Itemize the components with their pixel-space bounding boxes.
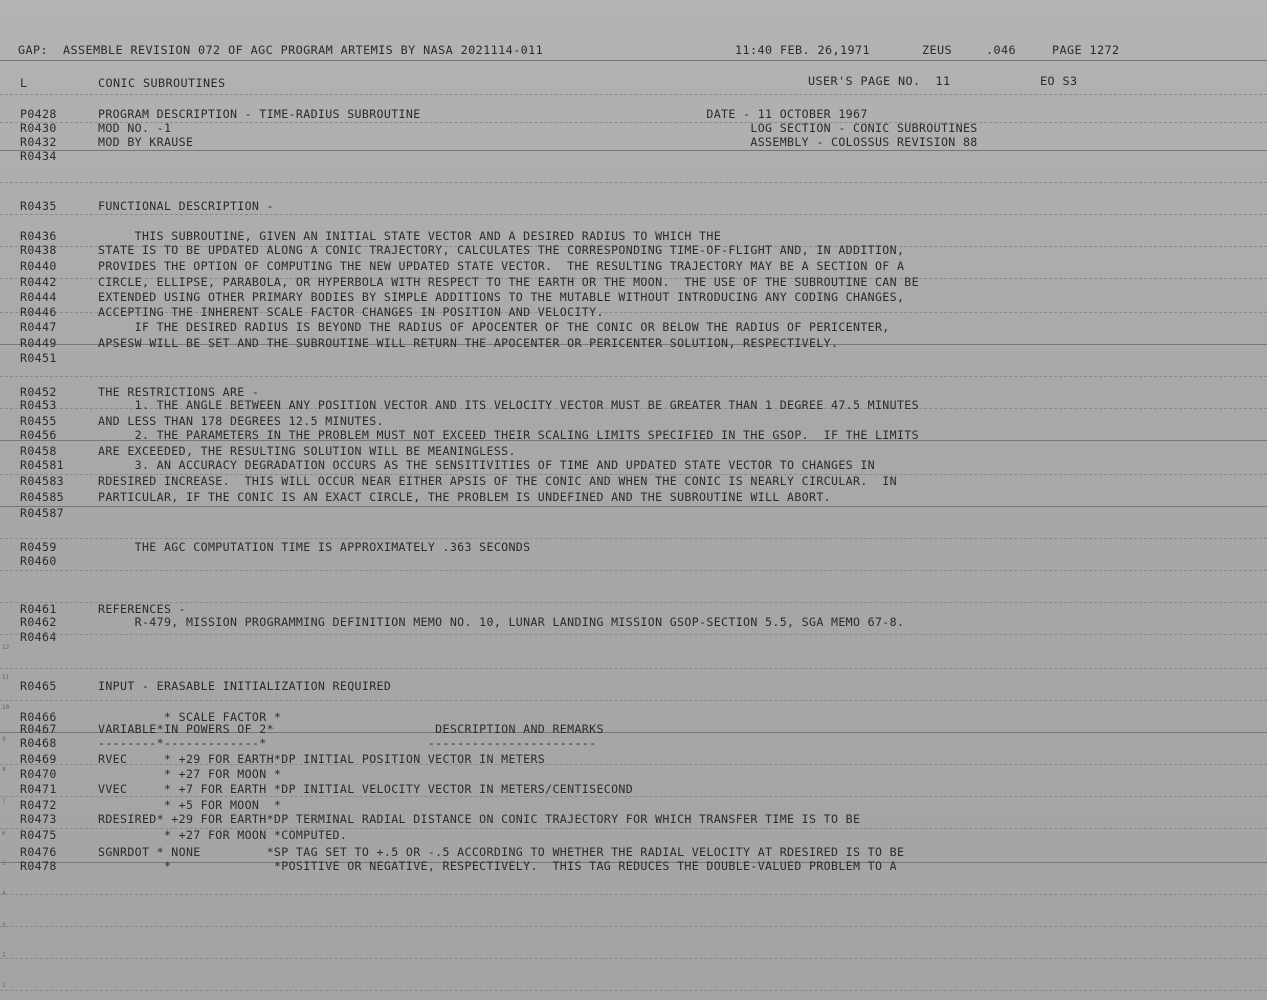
line-label: R0461 xyxy=(20,602,57,616)
line-label: R0467 xyxy=(20,722,57,736)
line-text: VARIABLE*IN POWERS OF 2* DESCRIPTION AND REMARKS xyxy=(98,722,604,736)
line-label: R0435 xyxy=(20,199,57,213)
line-label: R0464 xyxy=(20,630,57,644)
line-label: R0434 xyxy=(20,149,57,163)
header-system: ZEUS xyxy=(922,43,953,57)
page-rule xyxy=(0,150,1267,151)
line-label: R0430 xyxy=(20,121,57,135)
line-text: CIRCLE, ELLIPSE, PARABOLA, OR HYPERBOLA WITH RESPECT TO THE EARTH OR THE MOON. THE USE OF THE SUBROUTINE CAN BE xyxy=(98,275,919,289)
line-label: R0436 xyxy=(20,229,57,243)
line-label: P0428 xyxy=(20,107,57,121)
margin-tick: 9 xyxy=(2,736,6,743)
page-rule xyxy=(0,182,1267,183)
line-text: REFERENCES - xyxy=(98,602,186,616)
line-text: RVEC * +29 FOR EARTH*DP INITIAL POSITION VECTOR IN METERS xyxy=(98,752,546,766)
line-text: 1. THE ANGLE BETWEEN ANY POSITION VECTOR AND ITS VELOCITY VECTOR MUST BE GREATER THAN 1 DEGREE 47.5 MINUTES xyxy=(98,398,919,412)
line-text: * *POSITIVE OR NEGATIVE, RESPECTIVELY. THIS TAG REDUCES THE DOUBLE-VALUED PROBLEM TO A xyxy=(98,859,897,873)
page-rule xyxy=(0,958,1267,959)
section-title: CONIC SUBROUTINES xyxy=(98,76,226,90)
line-label: R0472 xyxy=(20,798,57,812)
line-text: FUNCTIONAL DESCRIPTION - xyxy=(98,199,274,213)
line-label: R0478 xyxy=(20,859,57,873)
line-label: R0451 xyxy=(20,351,57,365)
line-text: RDESIRED INCREASE. THIS WILL OCCUR NEAR EITHER APSIS OF THE CONIC AND WHEN THE CONIC IS NEARLY CIRCULAR. IN xyxy=(98,474,897,488)
line-text: * +27 FOR MOON *COMPUTED. xyxy=(98,828,348,842)
margin-tick: 6 xyxy=(2,830,6,837)
line-text: 3. AN ACCURACY DEGRADATION OCCURS AS THE SENSITIVITIES OF TIME AND UPDATED STATE VECTOR TO CHANGES IN xyxy=(98,458,875,472)
header-time: 11:40 FEB. 26,1971 xyxy=(735,43,871,57)
line-label: R0444 xyxy=(20,290,57,304)
line-label: R0475 xyxy=(20,828,57,842)
page-rule xyxy=(0,602,1267,603)
line-text: IF THE DESIRED RADIUS IS BEYOND THE RADIUS OF APOCENTER OF THE CONIC OR BELOW THE RADIUS OF PERICENTER, xyxy=(98,320,890,334)
line-label: R0465 xyxy=(20,679,57,693)
line-label: R0453 xyxy=(20,398,57,412)
line-label: R04587 xyxy=(20,506,64,520)
line-text: * +5 FOR MOON * xyxy=(98,798,282,812)
page-rule xyxy=(0,60,1267,61)
line-label: R0432 xyxy=(20,135,57,149)
line-text: * SCALE FACTOR * xyxy=(98,710,282,724)
page-rule xyxy=(0,214,1267,215)
margin-tick: 2 xyxy=(2,952,6,959)
page-rule xyxy=(0,94,1267,95)
line-label: R0447 xyxy=(20,320,57,334)
header-seq: .046 xyxy=(986,43,1017,57)
eo-code: EO S3 xyxy=(1040,74,1078,88)
margin-tick: 11 xyxy=(2,674,10,681)
line-text: 2. THE PARAMETERS IN THE PROBLEM MUST NOT EXCEED THEIR SCALING LIMITS SPECIFIED IN THE GSOP. IF THE LIMITS xyxy=(98,428,919,442)
page-rule xyxy=(0,506,1267,507)
margin-tick: 1 xyxy=(2,982,6,989)
line-label: R0462 xyxy=(20,615,57,629)
line-label: R0446 xyxy=(20,305,57,319)
line-label: R0449 xyxy=(20,336,57,350)
page-rule xyxy=(0,990,1267,991)
line-text: EXTENDED USING OTHER PRIMARY BODIES BY SIMPLE ADDITIONS TO THE MUTABLE WITHOUT INTRODUCING ANY CODING CHANGES, xyxy=(98,290,905,304)
line-text: MOD BY KRAUSE ASSEMBLY - COLOSSUS REVISION 88 xyxy=(98,135,978,149)
page-rule xyxy=(0,570,1267,571)
line-text: THE RESTRICTIONS ARE - xyxy=(98,385,260,399)
line-label: R0458 xyxy=(20,444,57,458)
margin-tick: 3 xyxy=(2,922,6,929)
line-text: MOD NO. -1 LOG SECTION - CONIC SUBROUTINES xyxy=(98,121,978,135)
line-text: PARTICULAR, IF THE CONIC IS AN EXACT CIRCLE, THE PROBLEM IS UNDEFINED AND THE SUBROUTINE WILL ABORT. xyxy=(98,490,832,504)
line-text: --------*-------------* ----------------------- xyxy=(98,736,597,750)
subheader-code: L xyxy=(20,76,28,90)
margin-tick: 10 xyxy=(2,704,10,711)
line-label: R0440 xyxy=(20,259,57,273)
line-label: R0456 xyxy=(20,428,57,442)
line-text: ARE EXCEEDED, THE RESULTING SOLUTION WILL BE MEANINGLESS. xyxy=(98,444,516,458)
header-page: PAGE 1272 xyxy=(1052,43,1120,57)
line-text: PROVIDES THE OPTION OF COMPUTING THE NEW UPDATED STATE VECTOR. THE RESULTING TRAJECTORY MAY BE A SECTION OF A xyxy=(98,259,905,273)
line-text: AND LESS THAN 178 DEGREES 12.5 MINUTES. xyxy=(98,414,384,428)
line-label: R04581 xyxy=(20,458,64,472)
line-text: R-479, MISSION PROGRAMMING DEFINITION MEMO NO. 10, LUNAR LANDING MISSION GSOP-SECTION 5.5, SGA MEMO 67-8. xyxy=(98,615,905,629)
margin-tick: 4 xyxy=(2,890,6,897)
line-text: PROGRAM DESCRIPTION - TIME-RADIUS SUBROUTINE DATE - 11 OCTOBER 1967 xyxy=(98,107,868,121)
line-text: THIS SUBROUTINE, GIVEN AN INITIAL STATE VECTOR AND A DESIRED RADIUS TO WHICH THE xyxy=(98,229,722,243)
line-text: RDESIRED* +29 FOR EARTH*DP TERMINAL RADIAL DISTANCE ON CONIC TRAJECTORY FOR WHICH TRANSFER TIME IS TO BE xyxy=(98,812,861,826)
page-rule xyxy=(0,796,1267,797)
line-label: R0470 xyxy=(20,767,57,781)
line-label: R0473 xyxy=(20,812,57,826)
line-label: R0442 xyxy=(20,275,57,289)
line-text: * +27 FOR MOON * xyxy=(98,767,282,781)
line-text: INPUT - ERASABLE INITIALIZATION REQUIRED xyxy=(98,679,392,693)
margin-tick: 5 xyxy=(2,860,6,867)
users-page: USER'S PAGE NO. 11 xyxy=(808,74,951,88)
line-label: R0452 xyxy=(20,385,57,399)
line-text: STATE IS TO BE UPDATED ALONG A CONIC TRAJECTORY, CALCULATES THE CORRESPONDING TIME-OF-FLIGHT AND, IN ADDITION, xyxy=(98,243,905,257)
line-text: SGNRDOT * NONE *SP TAG SET TO +.5 OR -.5 ACCORDING TO WHETHER THE RADIAL VELOCITY AT RDESIRED IS TO BE xyxy=(98,845,905,859)
margin-tick: 7 xyxy=(2,798,6,805)
line-text: ACCEPTING THE INHERENT SCALE FACTOR CHANGES IN POSITION AND VELOCITY. xyxy=(98,305,604,319)
page-rule xyxy=(0,700,1267,701)
line-text: VVEC * +7 FOR EARTH *DP INITIAL VELOCITY VECTOR IN METERS/CENTISECOND xyxy=(98,782,634,796)
page-rule xyxy=(0,538,1267,539)
line-text: APSESW WILL BE SET AND THE SUBROUTINE WILL RETURN THE APOCENTER OR PERICENTER SOLUTION, RESPECTIVELY. xyxy=(98,336,839,350)
line-label: R0438 xyxy=(20,243,57,257)
line-label: R0469 xyxy=(20,752,57,766)
line-text: THE AGC COMPUTATION TIME IS APPROXIMATELY .363 SECONDS xyxy=(98,540,531,554)
page-rule xyxy=(0,634,1267,635)
margin-tick: 8 xyxy=(2,766,6,773)
line-label: R0468 xyxy=(20,736,57,750)
line-label: R0471 xyxy=(20,782,57,796)
page-rule xyxy=(0,376,1267,377)
page-rule xyxy=(0,668,1267,669)
line-label: R0455 xyxy=(20,414,57,428)
line-label: R0459 xyxy=(20,540,57,554)
line-label: R0460 xyxy=(20,554,57,568)
page-rule xyxy=(0,926,1267,927)
line-label: R0466 xyxy=(20,710,57,724)
page-rule xyxy=(0,894,1267,895)
line-label: R0476 xyxy=(20,845,57,859)
line-label: R04583 xyxy=(20,474,64,488)
margin-tick: 12 xyxy=(2,644,10,651)
line-label: R04585 xyxy=(20,490,64,504)
assembly-title: GAP: ASSEMBLE REVISION 072 OF AGC PROGRAM ARTEMIS BY NASA 2021114-011 xyxy=(18,43,544,57)
